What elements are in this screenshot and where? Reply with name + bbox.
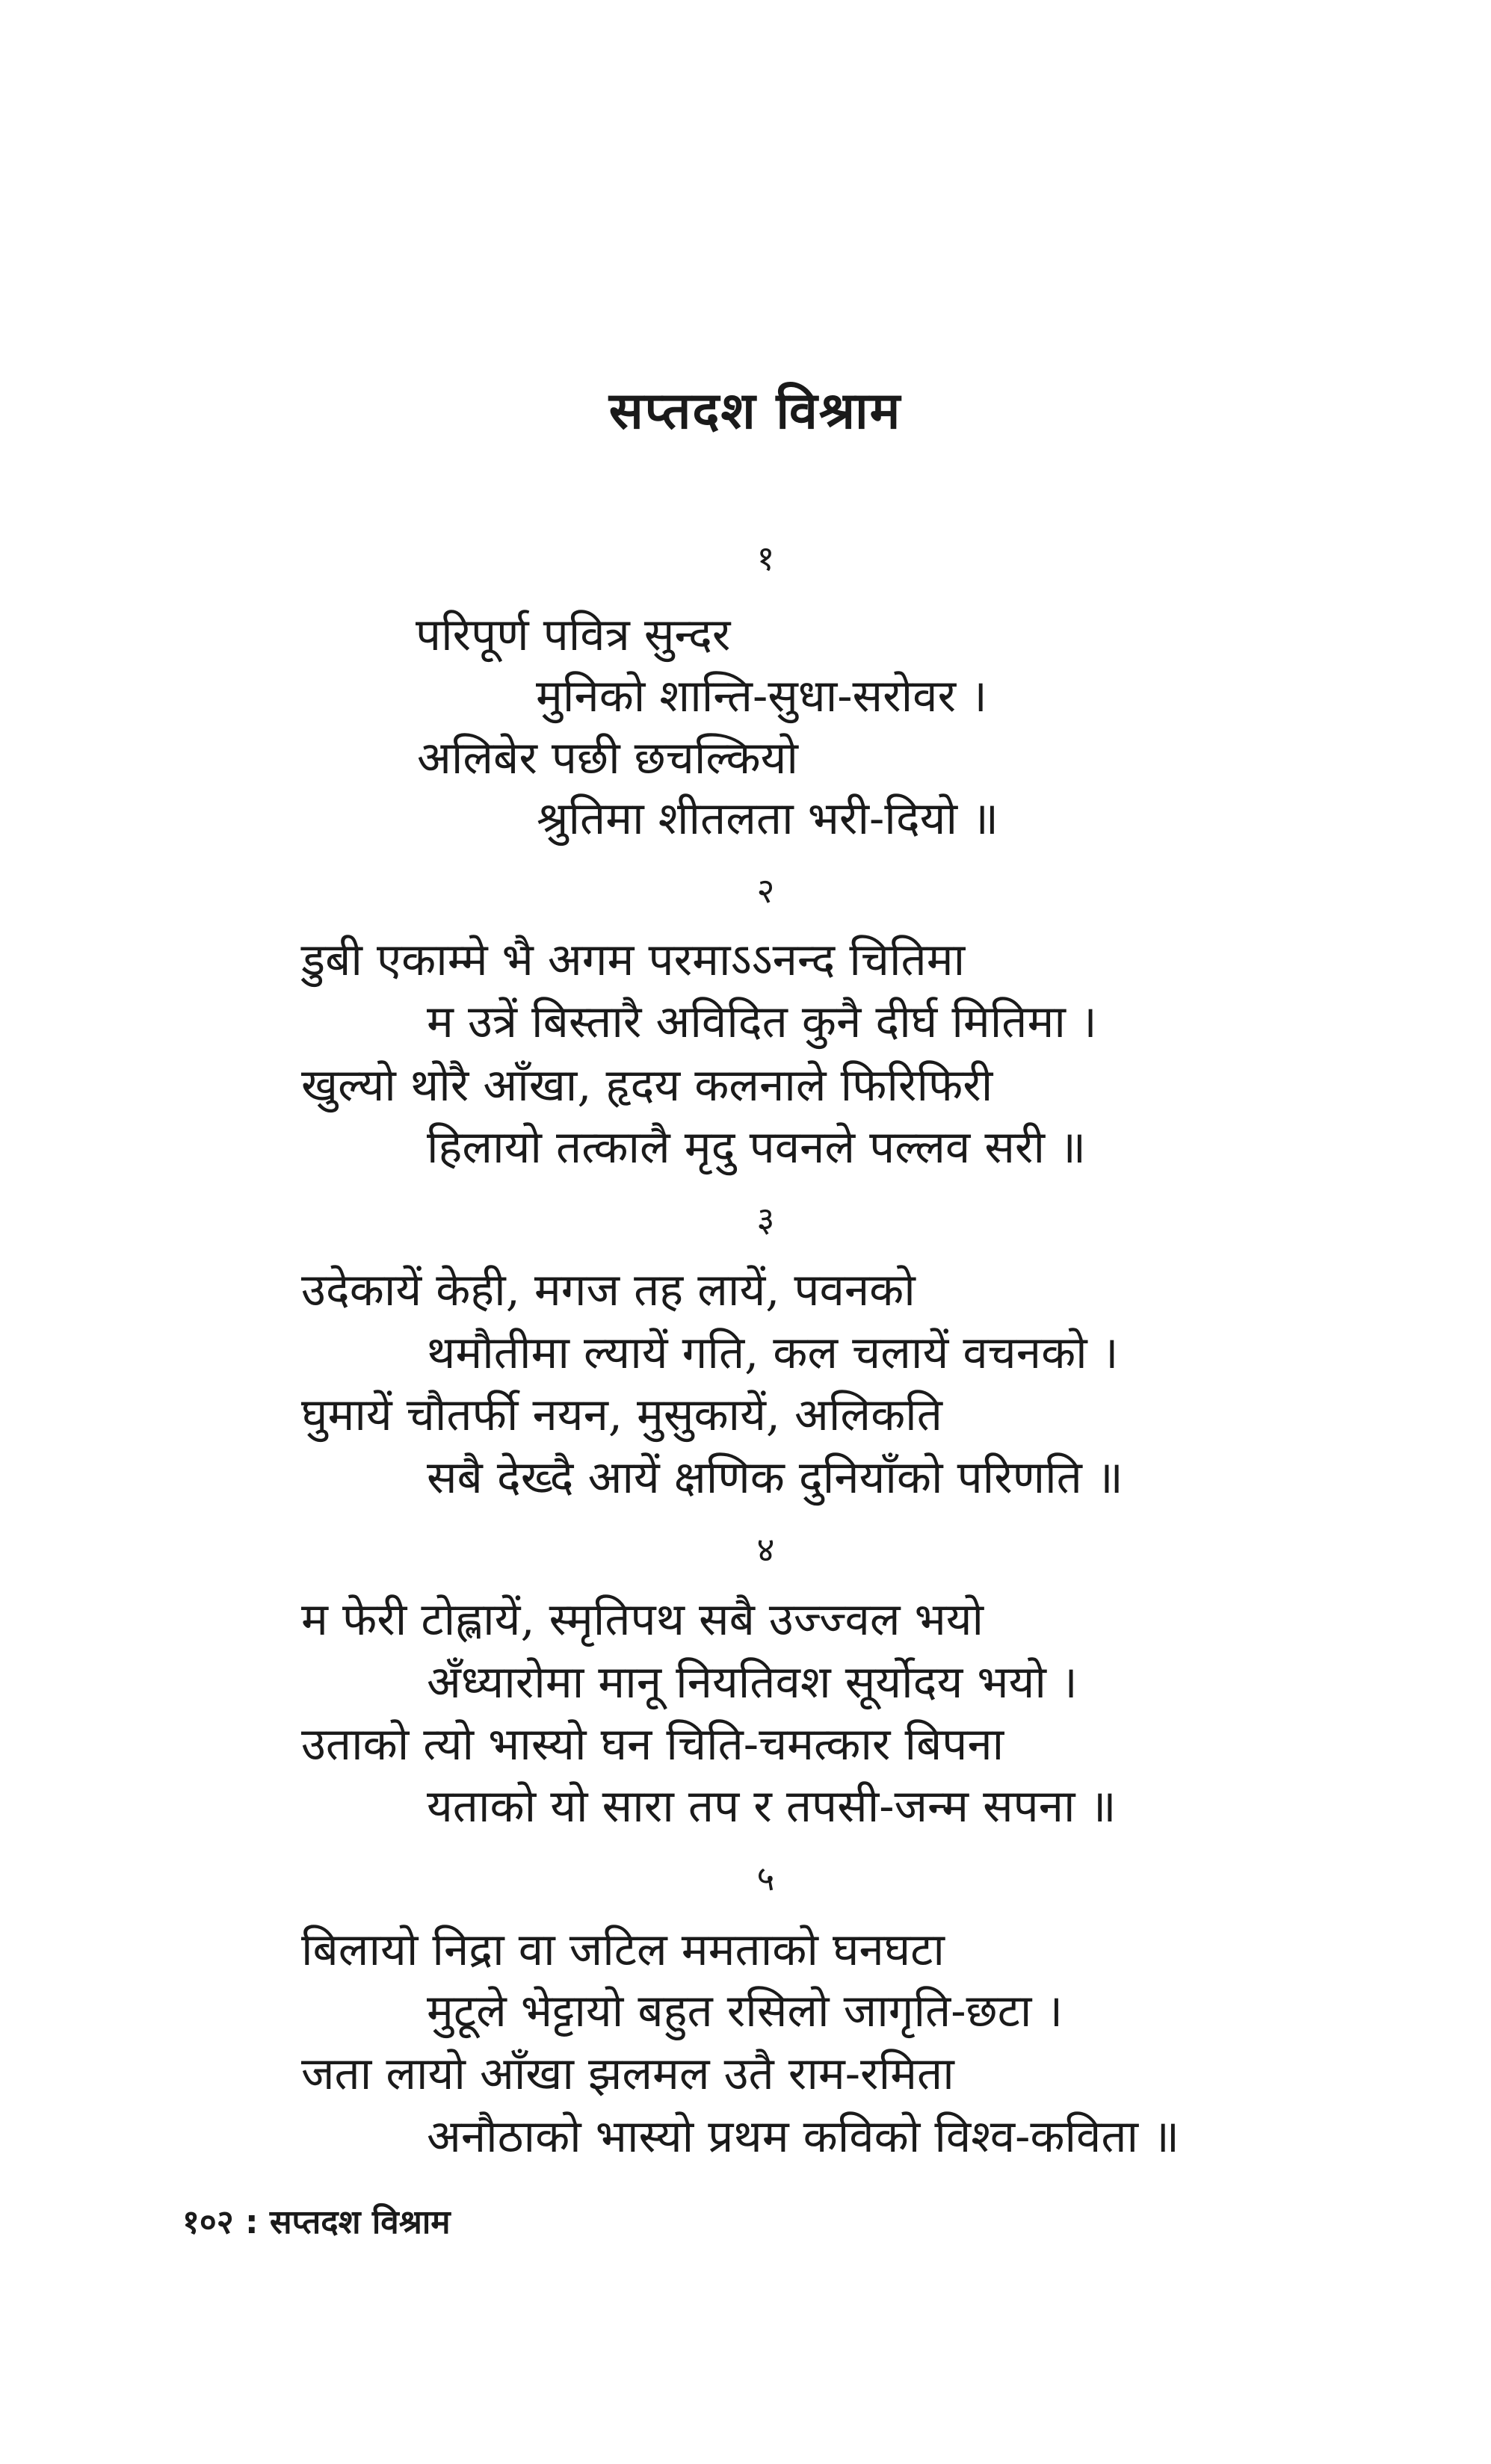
verse-line: श्रुतिमा शीतलता भरी-दियो ॥ bbox=[537, 793, 999, 845]
verse-line: उताको त्यो भास्यो घन चिति-चमत्कार बिपना bbox=[301, 1718, 1004, 1771]
stanza-number-2: २ bbox=[756, 870, 775, 911]
stanza-number-5: ५ bbox=[756, 1858, 775, 1898]
chapter-title: सप्तदश विश्राम bbox=[608, 382, 902, 441]
verse-line: म फेरी टोह्लायें, स्मृतिपथ सबै उज्ज्वल भयो bbox=[301, 1594, 984, 1646]
verse-line: डुबी एकाम्मे भै अगम परमाऽऽनन्द चितिमा bbox=[301, 934, 966, 986]
verse-line: यताको यो सारा तप र तपसी-जन्म सपना ॥ bbox=[427, 1780, 1117, 1833]
stanza-number-3: ३ bbox=[756, 1199, 775, 1239]
verse-line: उदेकायें केही, मगज तह लायें, पवनको bbox=[301, 1264, 916, 1316]
verse-line: मुनिको शान्ति-सुधा-सरोवर । bbox=[536, 670, 987, 722]
verse-line: जता लायो आँखा झलमल उतै राम-रमिता bbox=[301, 2048, 954, 2100]
verse-line: अनौठाको भास्यो प्रथम कविको विश्व-कविता ॥ bbox=[427, 2111, 1180, 2163]
page-footer: १०२ : सप्तदश विश्राम bbox=[182, 2203, 451, 2241]
verse-line: थमौतीमा ल्यायें गति, कल चलायें वचनको । bbox=[427, 1327, 1119, 1379]
verse-line: अँध्यारोमा मानू नियतिवश सूर्योदय भयो । bbox=[427, 1656, 1078, 1709]
verse-line: खुल्यो थोरै आँखा, हृदय कलनाले फिरिफिरी bbox=[301, 1059, 993, 1112]
verse-line: म उत्रें बिस्तारै अविदित कुनै दीर्घ मितिमा । bbox=[427, 996, 1097, 1048]
verse-line: सबै देख्दै आयें क्षणिक दुनियाँको परिणति ॥ bbox=[427, 1452, 1123, 1504]
verse-line: अलिबेर पछी छचल्कियो bbox=[417, 732, 798, 784]
stanza-number-4: ४ bbox=[756, 1529, 775, 1570]
verse-line: मुटूले भेट्टायो बहुत रसिलो जागृति-छटा । bbox=[427, 1985, 1064, 2037]
verse-line: घुमायें चौतर्फी नयन, मुसुकायें, अलिकति bbox=[301, 1389, 942, 1441]
stanza-number-1: १ bbox=[756, 538, 775, 578]
verse-line: बिलायो निद्रा वा जटिल ममताको घनघटा bbox=[301, 1924, 945, 1976]
verse-line: हिलायो तत्कालै मृदु पवनले पल्लव सरी ॥ bbox=[427, 1121, 1087, 1174]
verse-line: परिपूर्ण पवित्र सुन्दर bbox=[416, 609, 731, 661]
